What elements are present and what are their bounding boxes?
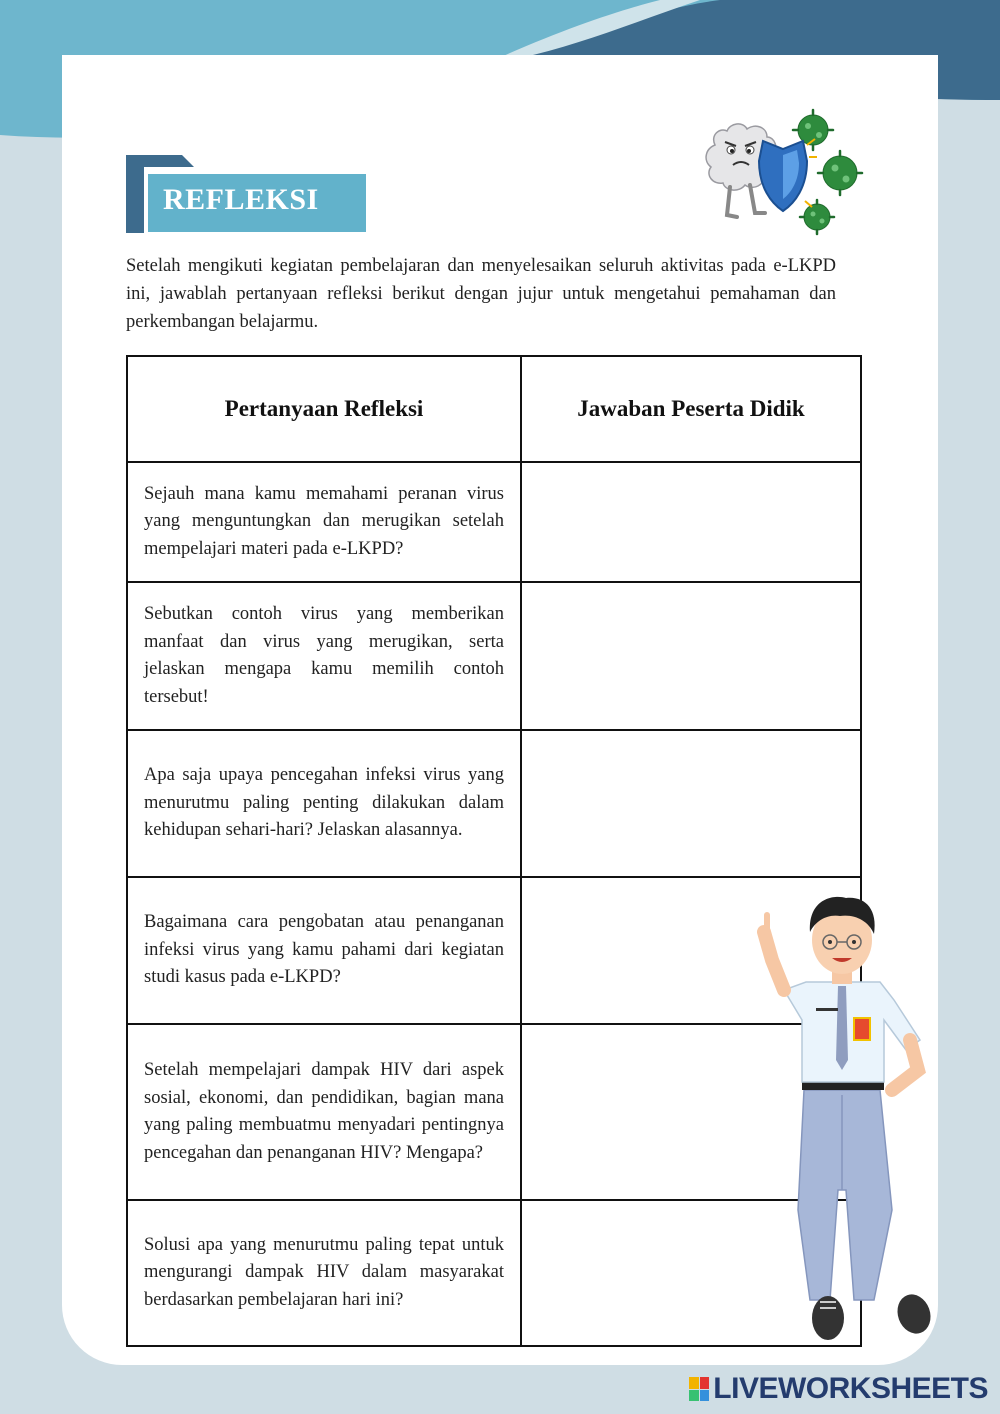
question-cell: Apa saja upaya pencegahan infeksi virus yang menurutmu paling penting dilakukan dalam kehidupan sehari-hari? Jelaskan alasannya.	[127, 730, 521, 877]
student-character-illustration	[742, 890, 942, 1345]
brand-name: LIVEWORKSHEETS	[713, 1372, 988, 1405]
liveworksheets-logo-icon	[689, 1377, 709, 1401]
column-header-answer: Jawaban Peserta Didik	[521, 356, 861, 462]
question-cell: Sejauh mana kamu memahami peranan virus yang menguntungkan dan merugikan setelah mempelajari materi pada e-LKPD?	[127, 462, 521, 582]
question-cell: Setelah mempelajari dampak HIV dari aspek sosial, ekonomi, dan pendidikan, bagian mana yang paling membuatmu menyadari pentingnya pencegahan dan penanganan HIV? Mengapa?	[127, 1024, 521, 1200]
question-cell: Bagaimana cara pengobatan atau penanganan infeksi virus yang kamu pahami dari kegiatan studi kasus pada e-LKPD?	[127, 877, 521, 1024]
intro-paragraph: Setelah mengikuti kegiatan pembelajaran dan menyelesaikan seluruh aktivitas pada e-LKPD ini, jawablah pertanyaan refleksi berikut dengan jujur untuk mengetahui pemahaman dan perkembangan belajarmu.	[126, 256, 836, 332]
column-header-question: Pertanyaan Refleksi	[127, 356, 521, 462]
answer-cell[interactable]	[521, 582, 861, 730]
question-cell: Sebutkan contoh virus yang memberikan manfaat dan virus yang merugikan, serta jelaskan mengapa kamu memilih contoh tersebut!	[127, 582, 521, 730]
virus-shield-illustration	[695, 105, 865, 240]
table-header-row	[127, 356, 861, 462]
page-title: REFLEKSI	[163, 183, 319, 216]
table-row	[127, 462, 861, 582]
liveworksheets-logo[interactable]	[689, 1372, 988, 1406]
table-row	[127, 582, 861, 730]
table-row	[127, 730, 861, 877]
answer-cell[interactable]	[521, 730, 861, 877]
question-cell: Solusi apa yang menurutmu paling tepat untuk mengurangi dampak HIV dalam masyarakat berdasarkan pembelajaran hari ini?	[127, 1200, 521, 1346]
answer-cell[interactable]	[521, 462, 861, 582]
